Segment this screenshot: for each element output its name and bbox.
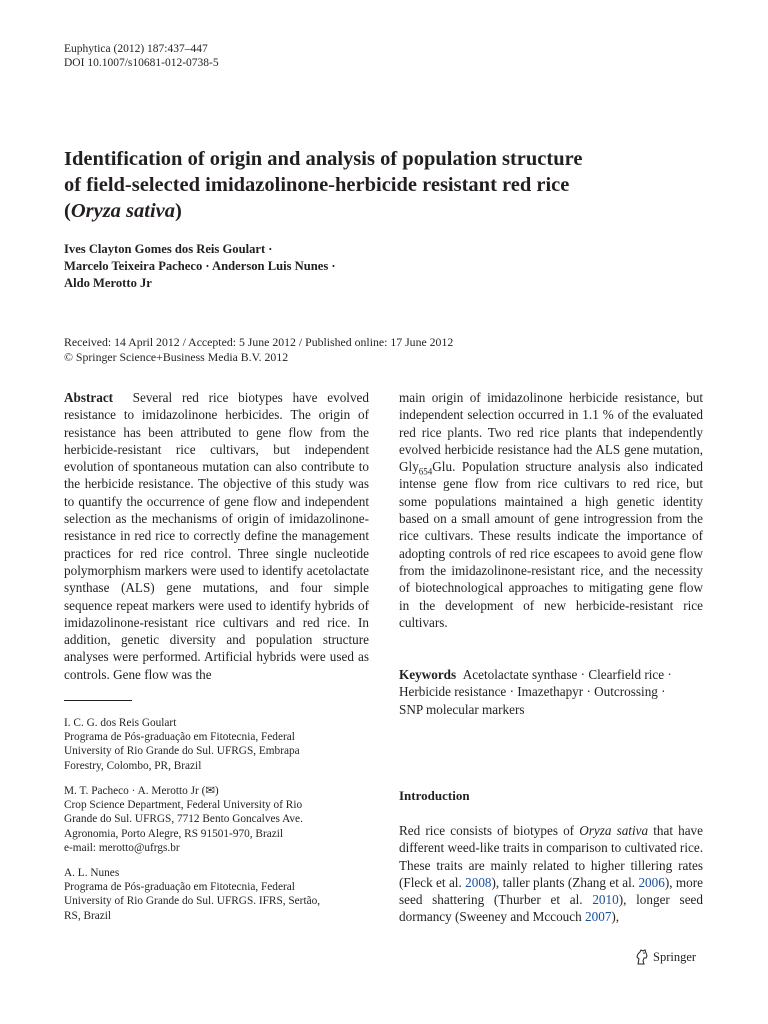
authors-line-1: Ives Clayton Gomes dos Reis Goulart · — [64, 242, 273, 256]
title-line-2: of field-selected imidazolinone-herbicide resistant red rice — [64, 174, 570, 196]
copyright-line: © Springer Science+Business Media B.V. 2012 — [64, 350, 289, 364]
abstract-text-left: Several red rice biotypes have evolved resistance to imidazolinone herbicides. The origin of resistance has been attributed to gene flow from the herbicide-resistant rice cultivars, but independent evolution of spontaneous mutation can also contribute to the herbicide resistance. The objective of this study was to quantify the occurrence of gene flow and independent selection as the mechanisms of origin of imidazolinone-resistance in red rice to correctly define the management practices for red rice control. Three single nucleotide polymorphism markers were used to identify acetolactate synthase (ALS) gene mutations, and four simple sequence repeat markers were used to identify hybrids of imidazolinone-resistant rice cultivars and red rice. In addition, genetic diversity and population structure analyses were performed. Artificial hybrids were used as controls. Gene flow was the — [64, 390, 369, 682]
affiliation-name: I. C. G. dos Reis Goulart — [64, 717, 177, 729]
affiliation-line: Programa de Pós-graduação em Fitotecnia, Federal — [64, 731, 295, 744]
keywords-line-2: Herbicide resistance · Imazethapyr · Outcrossing · — [399, 684, 666, 700]
title-line-3: (Oryza sativa) — [64, 200, 182, 222]
abstract-subscript: 654 — [418, 466, 433, 477]
affiliation-name: A. L. Nunes — [64, 867, 120, 879]
affiliation-line: University of Rio Grande do Sul. UFRGS. IFRS, Sertão, — [64, 895, 321, 908]
species-name: Oryza sativa — [579, 823, 649, 838]
keywords-block — [399, 666, 703, 718]
keywords-line-3: SNP molecular markers — [399, 701, 525, 717]
publisher-footer — [635, 949, 696, 965]
dates-line: Received: 14 April 2012 / Accepted: 5 June 2012 / Published online: 17 June 2012 — [64, 335, 454, 349]
affiliation-line: Forestry, Colombo, PR, Brazil — [64, 759, 202, 772]
keywords-line-1: Acetolactate synthase · Clearfield rice · — [462, 667, 672, 682]
footnote-rule — [64, 700, 132, 701]
paper-title — [64, 146, 714, 224]
journal-citation: Euphytica (2012) 187:437–447 — [64, 43, 208, 55]
author-list — [64, 241, 714, 293]
affiliation-1 — [64, 716, 364, 773]
authors-line-2: Marcelo Teixeira Pacheco · Anderson Luis Nunes · — [64, 259, 336, 274]
abstract-label: Abstract — [64, 390, 114, 405]
keywords-label: Keywords — [399, 667, 457, 682]
springer-horse-icon — [635, 949, 649, 965]
abstract-text-right-2: Glu. Population structure analysis also indicated intense gene flow from rice cultivars to red rice, but some populations maintained a high genetic identity based on a small amount of gene introgression from the rice cultivars. These results indicate the importance of adopting controls of red rice escapees to avoid gene flow from the imidazolinone-resistant rice, and the necessity of biotechnological approaches to mitigating gene flow in the development of new herbicide-resistant rice cultivars. — [399, 459, 703, 630]
doi[interactable]: DOI 10.1007/s10681-012-0738-5 — [64, 57, 219, 69]
introduction-text: Red rice consists of biotypes of Oryza sativa that have different weed-like traits in comparison to cultivated rice. These traits are mainly related to higher tillering rates (Fleck et al. 2008), taller plants (Zhang et al. 2006), more seed shattering (Thurber et al. 2010), longer seed dormancy (Sweeney and Mccouch 2007), — [399, 823, 704, 925]
abstract-left-column — [64, 389, 369, 683]
abstract-text-right-1: main origin of imidazolinone herbicide resistance, but independent selection occurred in 1.1 % of the evaluated red rice plants. Two red rice plants that independently evolved herbicide resistance had the ALS gene mutation, Gly — [399, 390, 703, 475]
introduction-heading: Introduction — [399, 788, 470, 803]
affiliation-name: M. T. Pacheco · A. Merotto Jr (✉) — [64, 785, 219, 797]
citation-link[interactable]: 2008 — [465, 874, 492, 890]
affiliation-line: Grande do Sul. UFRGS, 7712 Bento Goncalves Ave. — [64, 813, 303, 826]
affiliation-line: University of Rio Grande do Sul. UFRGS, Embrapa — [64, 745, 300, 758]
title-line-1: Identification of origin and analysis of population structure — [64, 148, 583, 170]
abstract-right-column — [399, 389, 703, 631]
authors-line-3: Aldo Merotto Jr — [64, 276, 152, 291]
affiliation-line: Programa de Pós-graduação em Fitotecnia, Federal — [64, 881, 295, 894]
journal-header — [64, 42, 464, 70]
publication-dates — [64, 335, 714, 365]
email-link[interactable]: e-mail: merotto@ufrgs.br — [64, 841, 180, 854]
citation-link[interactable]: 2010 — [592, 892, 619, 908]
affiliation-line: RS, Brazil — [64, 909, 112, 922]
affiliation-line: Agronomia, Porto Alegre, RS 91501-970, Brazil — [64, 827, 284, 840]
affiliation-2 — [64, 784, 364, 855]
affiliation-3 — [64, 866, 364, 923]
affiliation-line: Crop Science Department, Federal University of Rio — [64, 799, 303, 812]
citation-link[interactable]: 2006 — [638, 874, 665, 890]
citation-link[interactable]: 2007 — [585, 909, 612, 925]
publisher-name: Springer — [653, 949, 697, 964]
